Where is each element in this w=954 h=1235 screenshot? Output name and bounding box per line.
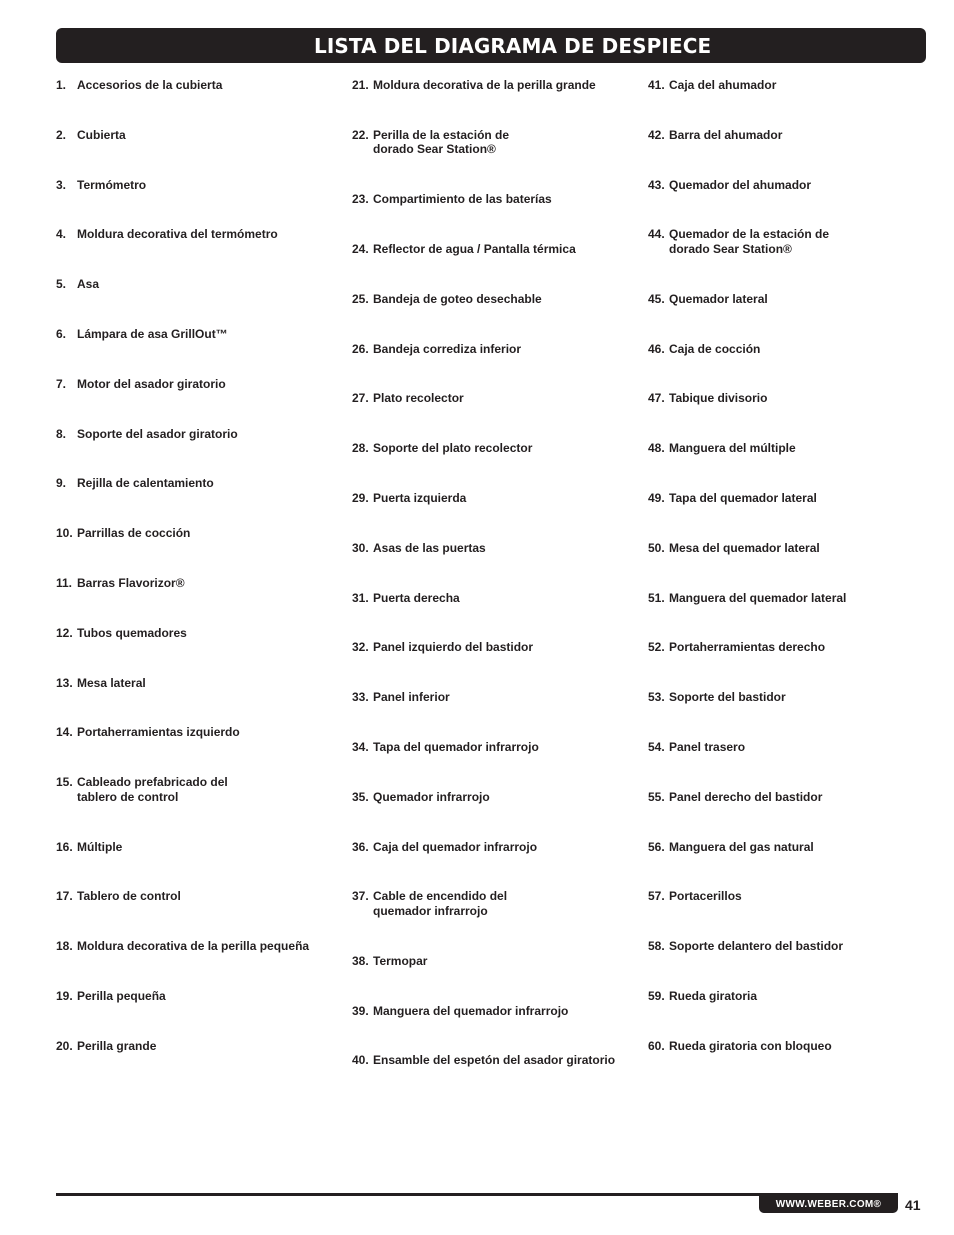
- part-name: Soporte del plato recolector: [373, 441, 533, 456]
- part-item: [56, 178, 346, 228]
- part-name: Quemador infrarrojo: [373, 789, 490, 804]
- part-item: [56, 427, 346, 477]
- part-name: Quemador de la estación de dorado Sear Station®: [669, 227, 830, 256]
- part-item: [648, 840, 938, 890]
- part-item: [56, 939, 346, 989]
- part-number: 6.: [56, 326, 67, 341]
- part-item: [56, 775, 346, 839]
- page-title: LISTA DEL DIAGRAMA DE DESPIECE: [314, 33, 712, 58]
- part-number: 20.: [56, 1038, 73, 1053]
- part-number: 5.: [56, 277, 67, 292]
- part-item: [352, 192, 642, 242]
- part-item: [56, 227, 346, 277]
- part-number: 19.: [56, 988, 73, 1003]
- part-item: [648, 128, 938, 178]
- part-name: Caja del ahumador: [669, 78, 777, 92]
- part-number: 41.: [648, 78, 665, 92]
- part-item: [648, 491, 938, 541]
- part-item: [648, 889, 938, 939]
- part-name: Manguera del gas natural: [669, 839, 814, 854]
- part-item: [648, 342, 938, 392]
- part-name: Moldura decorativa de la perilla pequeña: [77, 939, 310, 954]
- part-number: 11.: [56, 575, 73, 590]
- part-number: 47.: [648, 391, 665, 406]
- part-number: 52.: [648, 640, 665, 655]
- part-name: Tubos quemadores: [77, 625, 187, 640]
- part-number: 46.: [648, 341, 665, 356]
- part-item: [648, 989, 938, 1039]
- part-name: Caja de cocción: [669, 341, 761, 356]
- part-number: 37.: [352, 889, 369, 904]
- part-name: Barra del ahumador: [669, 127, 783, 142]
- part-number: 58.: [648, 939, 665, 954]
- part-item: [56, 327, 346, 377]
- part-name: Manguera del quemador lateral: [669, 590, 847, 605]
- part-name: Motor del asador giratorio: [77, 376, 226, 391]
- part-number: 12.: [56, 625, 73, 640]
- part-item: [352, 491, 642, 541]
- part-item: [648, 1039, 938, 1089]
- part-item: [352, 690, 642, 740]
- part-name: Cable de encendido del quemador infrarrojo: [373, 889, 508, 918]
- part-number: 14.: [56, 725, 73, 740]
- part-number: 9.: [56, 476, 67, 491]
- part-number: 30.: [352, 540, 369, 555]
- part-number: 60.: [648, 1038, 665, 1053]
- part-item: [352, 342, 642, 392]
- part-name: Asa: [77, 277, 100, 292]
- part-number: 45.: [648, 291, 665, 306]
- part-number: 44.: [648, 227, 665, 242]
- part-name: Asas de las puertas: [373, 540, 486, 555]
- part-number: 50.: [648, 540, 665, 555]
- parts-column-3: [648, 78, 938, 1089]
- part-item: [648, 78, 938, 128]
- part-number: 24.: [352, 241, 369, 256]
- part-name: Puerta izquierda: [373, 490, 467, 505]
- part-item: [352, 889, 642, 953]
- part-name: Rueda giratoria con bloqueo: [669, 1038, 832, 1053]
- part-item: [56, 676, 346, 726]
- part-number: 22.: [352, 127, 369, 142]
- part-item: [352, 790, 642, 840]
- part-item: [352, 591, 642, 641]
- part-number: 35.: [352, 789, 369, 804]
- part-item: [648, 541, 938, 591]
- part-name: Panel inferior: [373, 690, 450, 705]
- part-name: Caja del quemador infrarrojo: [373, 839, 538, 854]
- part-number: 36.: [352, 839, 369, 854]
- part-name: Mesa del quemador lateral: [669, 540, 820, 555]
- title-bar: [56, 28, 926, 63]
- part-number: 34.: [352, 739, 369, 754]
- part-number: 54.: [648, 739, 665, 754]
- part-item: [56, 377, 346, 427]
- part-item: [648, 939, 938, 989]
- part-number: 2.: [56, 127, 67, 142]
- part-number: 8.: [56, 426, 67, 441]
- part-item: [56, 576, 346, 626]
- part-name: Tapa del quemador lateral: [669, 490, 817, 505]
- part-item: [352, 1053, 642, 1103]
- part-name: Cableado prefabricado del tablero de control: [77, 775, 228, 804]
- part-name: Puerta derecha: [373, 590, 460, 605]
- part-item: [56, 476, 346, 526]
- part-number: 42.: [648, 127, 665, 142]
- part-item: [352, 640, 642, 690]
- part-name: Bandeja corrediza inferior: [373, 341, 522, 356]
- part-name: Perilla grande: [77, 1038, 157, 1053]
- part-name: Bandeja de goteo desechable: [373, 291, 542, 306]
- part-item: [648, 292, 938, 342]
- part-number: 55.: [648, 789, 665, 804]
- part-name: Reflector de agua / Pantalla térmica: [373, 241, 576, 256]
- part-name: Panel izquierdo del bastidor: [373, 640, 534, 655]
- part-name: Moldura decorativa de la perilla grande: [373, 78, 596, 92]
- part-name: Panel derecho del bastidor: [669, 789, 823, 804]
- part-item: [56, 725, 346, 775]
- part-item: [648, 790, 938, 840]
- part-name: Plato recolector: [373, 391, 464, 406]
- part-item: [648, 690, 938, 740]
- part-number: 56.: [648, 839, 665, 854]
- part-number: 39.: [352, 1003, 369, 1018]
- part-item: [56, 889, 346, 939]
- part-number: 7.: [56, 376, 67, 391]
- part-item: [352, 391, 642, 441]
- part-item: [352, 740, 642, 790]
- part-item: [648, 178, 938, 228]
- part-name: Lámpara de asa GrillOut™: [77, 326, 228, 341]
- part-name: Termómetro: [77, 177, 147, 192]
- part-item: [352, 292, 642, 342]
- part-name: Termopar: [373, 953, 428, 968]
- part-number: 29.: [352, 490, 369, 505]
- part-item: [56, 78, 346, 128]
- part-number: 59.: [648, 988, 665, 1003]
- part-number: 15.: [56, 775, 73, 790]
- part-number: 48.: [648, 441, 665, 456]
- part-name: Parrillas de cocción: [77, 526, 191, 541]
- part-number: 27.: [352, 391, 369, 406]
- part-name: Quemador del ahumador: [669, 177, 812, 192]
- part-name: Ensamble del espetón del asador giratorio: [373, 1053, 616, 1068]
- part-number: 49.: [648, 490, 665, 505]
- part-item: [648, 740, 938, 790]
- part-number: 18.: [56, 939, 73, 954]
- part-item: [352, 78, 642, 128]
- part-item: [352, 441, 642, 491]
- part-name: Múltiple: [77, 839, 123, 854]
- part-name: Perilla pequeña: [77, 988, 166, 1003]
- part-number: 1.: [56, 78, 67, 92]
- part-name: Barras Flavorizor®: [77, 575, 185, 590]
- part-name: Tablero de control: [77, 889, 181, 904]
- part-name: Panel trasero: [669, 739, 746, 754]
- part-name: Soporte delantero del bastidor: [669, 939, 844, 954]
- part-number: 38.: [352, 953, 369, 968]
- part-number: 33.: [352, 690, 369, 705]
- part-item: [56, 626, 346, 676]
- part-name: Rueda giratoria: [669, 988, 758, 1003]
- part-item: [648, 591, 938, 641]
- part-name: Portacerillos: [669, 889, 742, 904]
- part-number: 31.: [352, 590, 369, 605]
- part-number: 3.: [56, 177, 67, 192]
- part-item: [56, 1039, 346, 1089]
- part-number: 4.: [56, 227, 67, 242]
- part-item: [56, 989, 346, 1039]
- part-number: 25.: [352, 291, 369, 306]
- part-name: Mesa lateral: [77, 675, 146, 690]
- parts-column-2: [352, 78, 642, 1103]
- part-name: Tabique divisorio: [669, 391, 768, 406]
- part-name: Accesorios de la cubierta: [77, 78, 223, 92]
- part-number: 28.: [352, 441, 369, 456]
- part-item: [352, 541, 642, 591]
- part-name: Portaherramientas izquierdo: [77, 725, 240, 740]
- part-number: 57.: [648, 889, 665, 904]
- part-name: Soporte del bastidor: [669, 690, 786, 705]
- parts-column-1: [56, 78, 346, 1089]
- part-name: Moldura decorativa del termómetro: [77, 227, 278, 242]
- part-item: [352, 840, 642, 890]
- part-number: 26.: [352, 341, 369, 356]
- page-number: 41: [905, 1197, 921, 1213]
- part-number: 13.: [56, 675, 73, 690]
- part-name: Quemador lateral: [669, 291, 768, 306]
- part-item: [56, 277, 346, 327]
- part-item: [352, 128, 642, 192]
- part-number: 10.: [56, 526, 73, 541]
- part-number: 23.: [352, 192, 369, 207]
- part-item: [648, 640, 938, 690]
- part-number: 40.: [352, 1053, 369, 1068]
- part-item: [352, 954, 642, 1004]
- part-number: 21.: [352, 78, 369, 92]
- part-item: [352, 242, 642, 292]
- part-item: [648, 227, 938, 291]
- part-item: [648, 441, 938, 491]
- part-number: 51.: [648, 590, 665, 605]
- part-number: 53.: [648, 690, 665, 705]
- website-link[interactable]: WWW.WEBER.COM®: [759, 1196, 898, 1213]
- part-name: Cubierta: [77, 127, 126, 142]
- part-name: Portaherramientas derecho: [669, 640, 826, 655]
- part-item: [648, 391, 938, 441]
- part-number: 32.: [352, 640, 369, 655]
- part-item: [352, 1004, 642, 1054]
- part-item: [56, 128, 346, 178]
- part-number: 17.: [56, 889, 73, 904]
- part-name: Rejilla de calentamiento: [77, 476, 214, 491]
- part-item: [56, 840, 346, 890]
- part-name: Manguera del quemador infrarrojo: [373, 1003, 569, 1018]
- part-name: Perilla de la estación de dorado Sear Station®: [373, 127, 510, 157]
- part-name: Manguera del múltiple: [669, 441, 796, 456]
- part-number: 43.: [648, 177, 665, 192]
- part-name: Tapa del quemador infrarrojo: [373, 739, 539, 754]
- part-number: 16.: [56, 839, 73, 854]
- part-item: [56, 526, 346, 576]
- part-name: Compartimiento de las baterías: [373, 192, 552, 207]
- part-name: Soporte del asador giratorio: [77, 426, 238, 441]
